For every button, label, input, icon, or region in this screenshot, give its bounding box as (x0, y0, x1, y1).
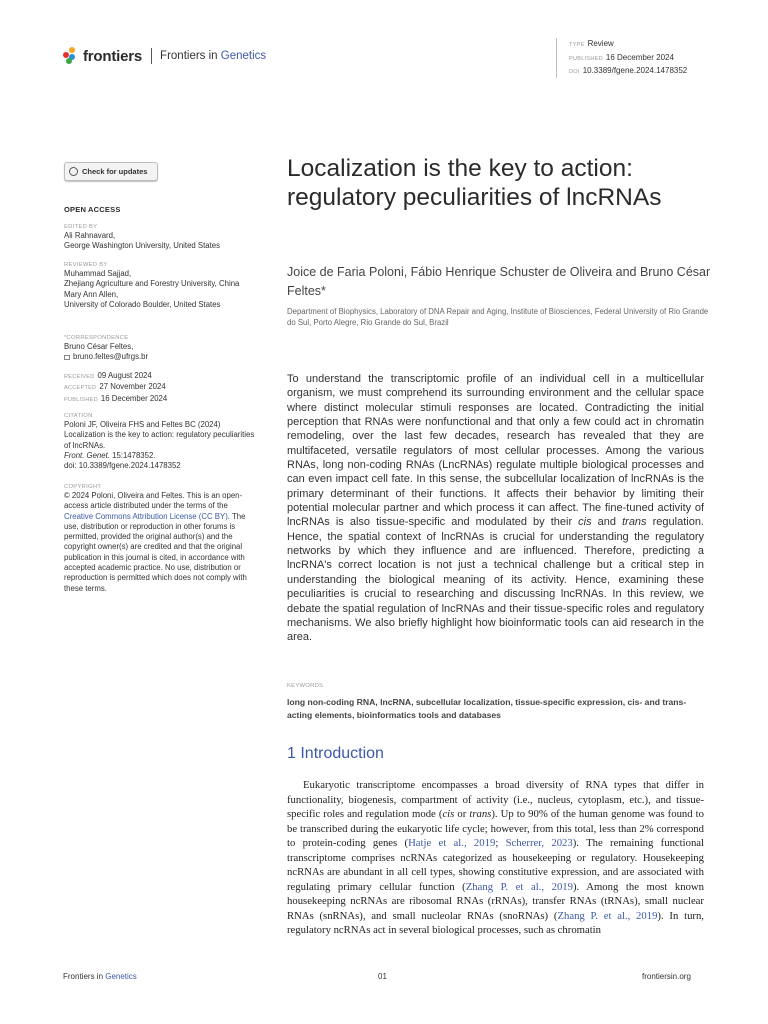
keywords: long non-coding RNA, lncRNA, subcellular localization, tissue-specific expression, cis- and trans-acting elements, bioinformatics tools and databases (287, 697, 687, 720)
author-list: Joice de Faria Poloni, Fábio Henrique Schuster de Oliveira and Bruno César Feltes* (287, 265, 711, 298)
frontiers-logo-icon (63, 47, 79, 65)
citation-text (64, 420, 259, 471)
abstract-italic-cis: cis (578, 516, 592, 529)
introduction-paragraph (287, 778, 704, 938)
footer-site-link[interactable]: frontiersin.org (642, 972, 691, 981)
page-number: 01 (378, 972, 387, 981)
copyright-text-end: . The use, distribution or reproduction in other forums is permitted, provided the original author(s) and the copyright owner(s) are credited and that the original publication in this journal is cited, in accordance with accepted academic practice. No use, distribution or reproduction is permitted which does not comply with these terms. (64, 511, 247, 593)
article-title: Localization is the key to action: regulatory peculiarities of lncRNAs (287, 155, 662, 211)
abstract-text: regulation. Hence, the spatial context of lncRNAs is crucial for understanding the regulatory networks by which they influence and are influenced. Therefore, predicting a lncRNA's correct location is not just a technical challenge but a critical step in understanding the biological meaning of its activity. Hence, examining these peculiarities is crucial to researching and discussing lncRNAs. In this review, we debate the spatial regulation of lncRNAs and their tissue-specific roles and regulatory mechanisms. We also briefly highlight how bioinformatic tools can aid research in the area. (287, 516, 704, 644)
meta-doi-link[interactable]: 10.3389/fgene.2024.1478352 (582, 66, 688, 75)
citation-block (64, 412, 259, 471)
intro-italic-cis: cis (442, 808, 455, 821)
check-for-updates-label: Check for updates (82, 167, 148, 176)
edited-by-block (64, 223, 264, 252)
footer-journal (63, 972, 137, 981)
citation-body: Poloni JF, Oliveira FHS and Feltes BC (2024) Localization is the key to action: regulatory peculiarities of lncRNAs. (64, 420, 255, 450)
keywords-label: KEYWORDS (287, 683, 324, 689)
meta-doi (569, 65, 687, 79)
citation-volume: 15:1478352. (109, 450, 156, 460)
meta-published-label: PUBLISHED (569, 55, 603, 62)
reviewed-by-label: REVIEWED BY (64, 262, 108, 268)
abstract (287, 372, 704, 645)
logo-divider (151, 48, 152, 64)
citation-link[interactable]: Scherrer, 2023 (505, 837, 573, 850)
copyright-text-start: © 2024 Poloni, Oliveira and Feltes. This is an open-access article distributed under the terms of the (64, 491, 243, 511)
citation-link[interactable]: Zhang P. et al., 2019 (465, 880, 573, 893)
meta-doi-label: DOI (569, 69, 580, 75)
intro-text: Eukaryotic transcriptome encompasses a broad diversity of RNA types that differ in functionality, biogenesis, compartment of activity (i.e., nucleus, cytoplasm, etc.), and tissue-specific roles and regulation mode ( (287, 779, 704, 821)
intro-italic-trans: trans (469, 808, 492, 821)
received-label: RECEIVED (64, 374, 95, 380)
intro-conjunction: or (454, 808, 470, 821)
received-date (64, 371, 264, 382)
section-heading: 1 Introduction (287, 745, 384, 762)
brand-name: frontiers (83, 47, 143, 65)
open-access-label: OPEN ACCESS (64, 205, 121, 214)
published-label: PUBLISHED (64, 396, 98, 403)
email-address[interactable]: bruno.feltes@ufrgs.br (73, 352, 149, 362)
intro-text: ). Among the most known housekeeping ncRNAs are ribosomal RNAs (rRNAs), transfer RNAs (tRNAs), small nuclear RNAs (snRNAs), and small nucleolar RNAs (snoRNAs) ( (287, 880, 704, 922)
accepted-date (64, 382, 264, 393)
article-meta (556, 38, 687, 78)
correspondent-name: Bruno César Feltes, (64, 342, 134, 351)
copyright-block (64, 483, 256, 594)
intro-text: ). In turn, regulatory ncRNAs act in several biological processes, such as chromatin (287, 909, 704, 937)
journal-name (160, 50, 266, 62)
reviewer-affiliation: University of Colorado Boulder, United States (64, 299, 221, 309)
frontiers-logo[interactable] (63, 47, 266, 65)
footer-journal-name: Genetics (105, 972, 137, 981)
copyright-label: COPYRIGHT (64, 484, 102, 490)
meta-type (569, 38, 687, 52)
intro-text: ). The remaining functional transcriptome comprises ncRNAs categorized as housekeeping or regulatory. Housekeeping ncRNAs are abundant in all cell types, showing constitutive expression, and are associated with regulating primary cellular function ( (287, 837, 704, 893)
reviewed-by-block (64, 261, 264, 310)
accepted-label: ACCEPTED (64, 385, 97, 392)
correspondent-email[interactable] (64, 352, 264, 362)
meta-published-value: 16 December 2024 (605, 52, 674, 62)
affiliation: Department of Biophysics, Laboratory of DNA Repair and Aging, Institute of Biosciences, Federal University of Rio Grande do Sul, Porto Alegre, Rio Grande do Sul, Brazil (287, 307, 709, 327)
citation-journal: Front. Genet. (64, 450, 110, 460)
editor-name: Ali Rahnavard, (64, 231, 116, 240)
journal-prefix: Frontiers in (160, 50, 221, 62)
update-check-icon (69, 167, 78, 176)
abstract-italic-trans: trans (622, 516, 647, 529)
citation-link[interactable]: Zhang P. et al., 2019 (557, 909, 658, 922)
reviewer-affiliation: Zhejiang Agriculture and Forestry University, China (64, 279, 240, 289)
citation-separator: ; (495, 837, 506, 850)
reviewer-name: Muhammad Sajjad, (64, 269, 132, 278)
accepted-value: 27 November 2024 (99, 382, 166, 392)
received-value: 09 August 2024 (97, 371, 152, 380)
meta-published (569, 52, 687, 66)
abstract-conjunction: and (591, 516, 623, 529)
meta-type-value: Review (587, 39, 614, 48)
check-for-updates-button[interactable] (64, 162, 158, 181)
journal-title: Genetics (220, 50, 267, 62)
citation-doi[interactable]: doi: 10.3389/fgene.2024.1478352 (64, 461, 181, 471)
editor-affiliation: George Washington University, United States (64, 241, 221, 251)
edited-by-label: EDITED BY (64, 224, 98, 230)
published-date (64, 394, 264, 405)
citation-link[interactable]: Hatje et al., 2019 (408, 837, 496, 850)
license-link[interactable]: Creative Commons Attribution License (CC BY) (64, 511, 228, 521)
citation-label: CITATION (64, 413, 93, 419)
dates-block (64, 371, 264, 405)
footer-journal-prefix: Frontiers in (63, 972, 106, 981)
correspondence-block (64, 334, 264, 363)
email-icon (64, 355, 70, 360)
intro-text: ). Up to 90% of the human genome was found to be transcribed during the eukaryotic life cycle; however, from this total, less than 2% correspond to protein-coding genes ( (287, 808, 704, 850)
meta-type-label: TYPE (569, 42, 585, 48)
correspondence-label: *CORRESPONDENCE (64, 335, 129, 341)
reviewer-name: Mary Ann Allen, (64, 289, 119, 299)
copyright-text (64, 491, 256, 594)
published-value: 16 December 2024 (100, 393, 168, 403)
abstract-text: To understand the transcriptomic profile of an individual cell in a multicellular organism, we must comprehend its surrounding environment and the cellular space where distinct molecular stimuli responses are located. Contradicting the initial perception that RNAs were nonfunctional and that only a few could act in chromatin remodeling, over the last few decades, research has revealed that they are multifaceted, versatile regulators of most cellular processes. Among the various RNAs, long non-coding RNAs (LncRNAs) regulate multiple biological processes and can even impact cell fate. In this sense, the subcellular localization of lncRNAs is the primary determinant of their functions. It affects their behavior by limiting their potential molecular partner and which process it can affect. The fine-tuned activity of lncRNAs is also tissue-specific and modulated by their (287, 373, 704, 529)
